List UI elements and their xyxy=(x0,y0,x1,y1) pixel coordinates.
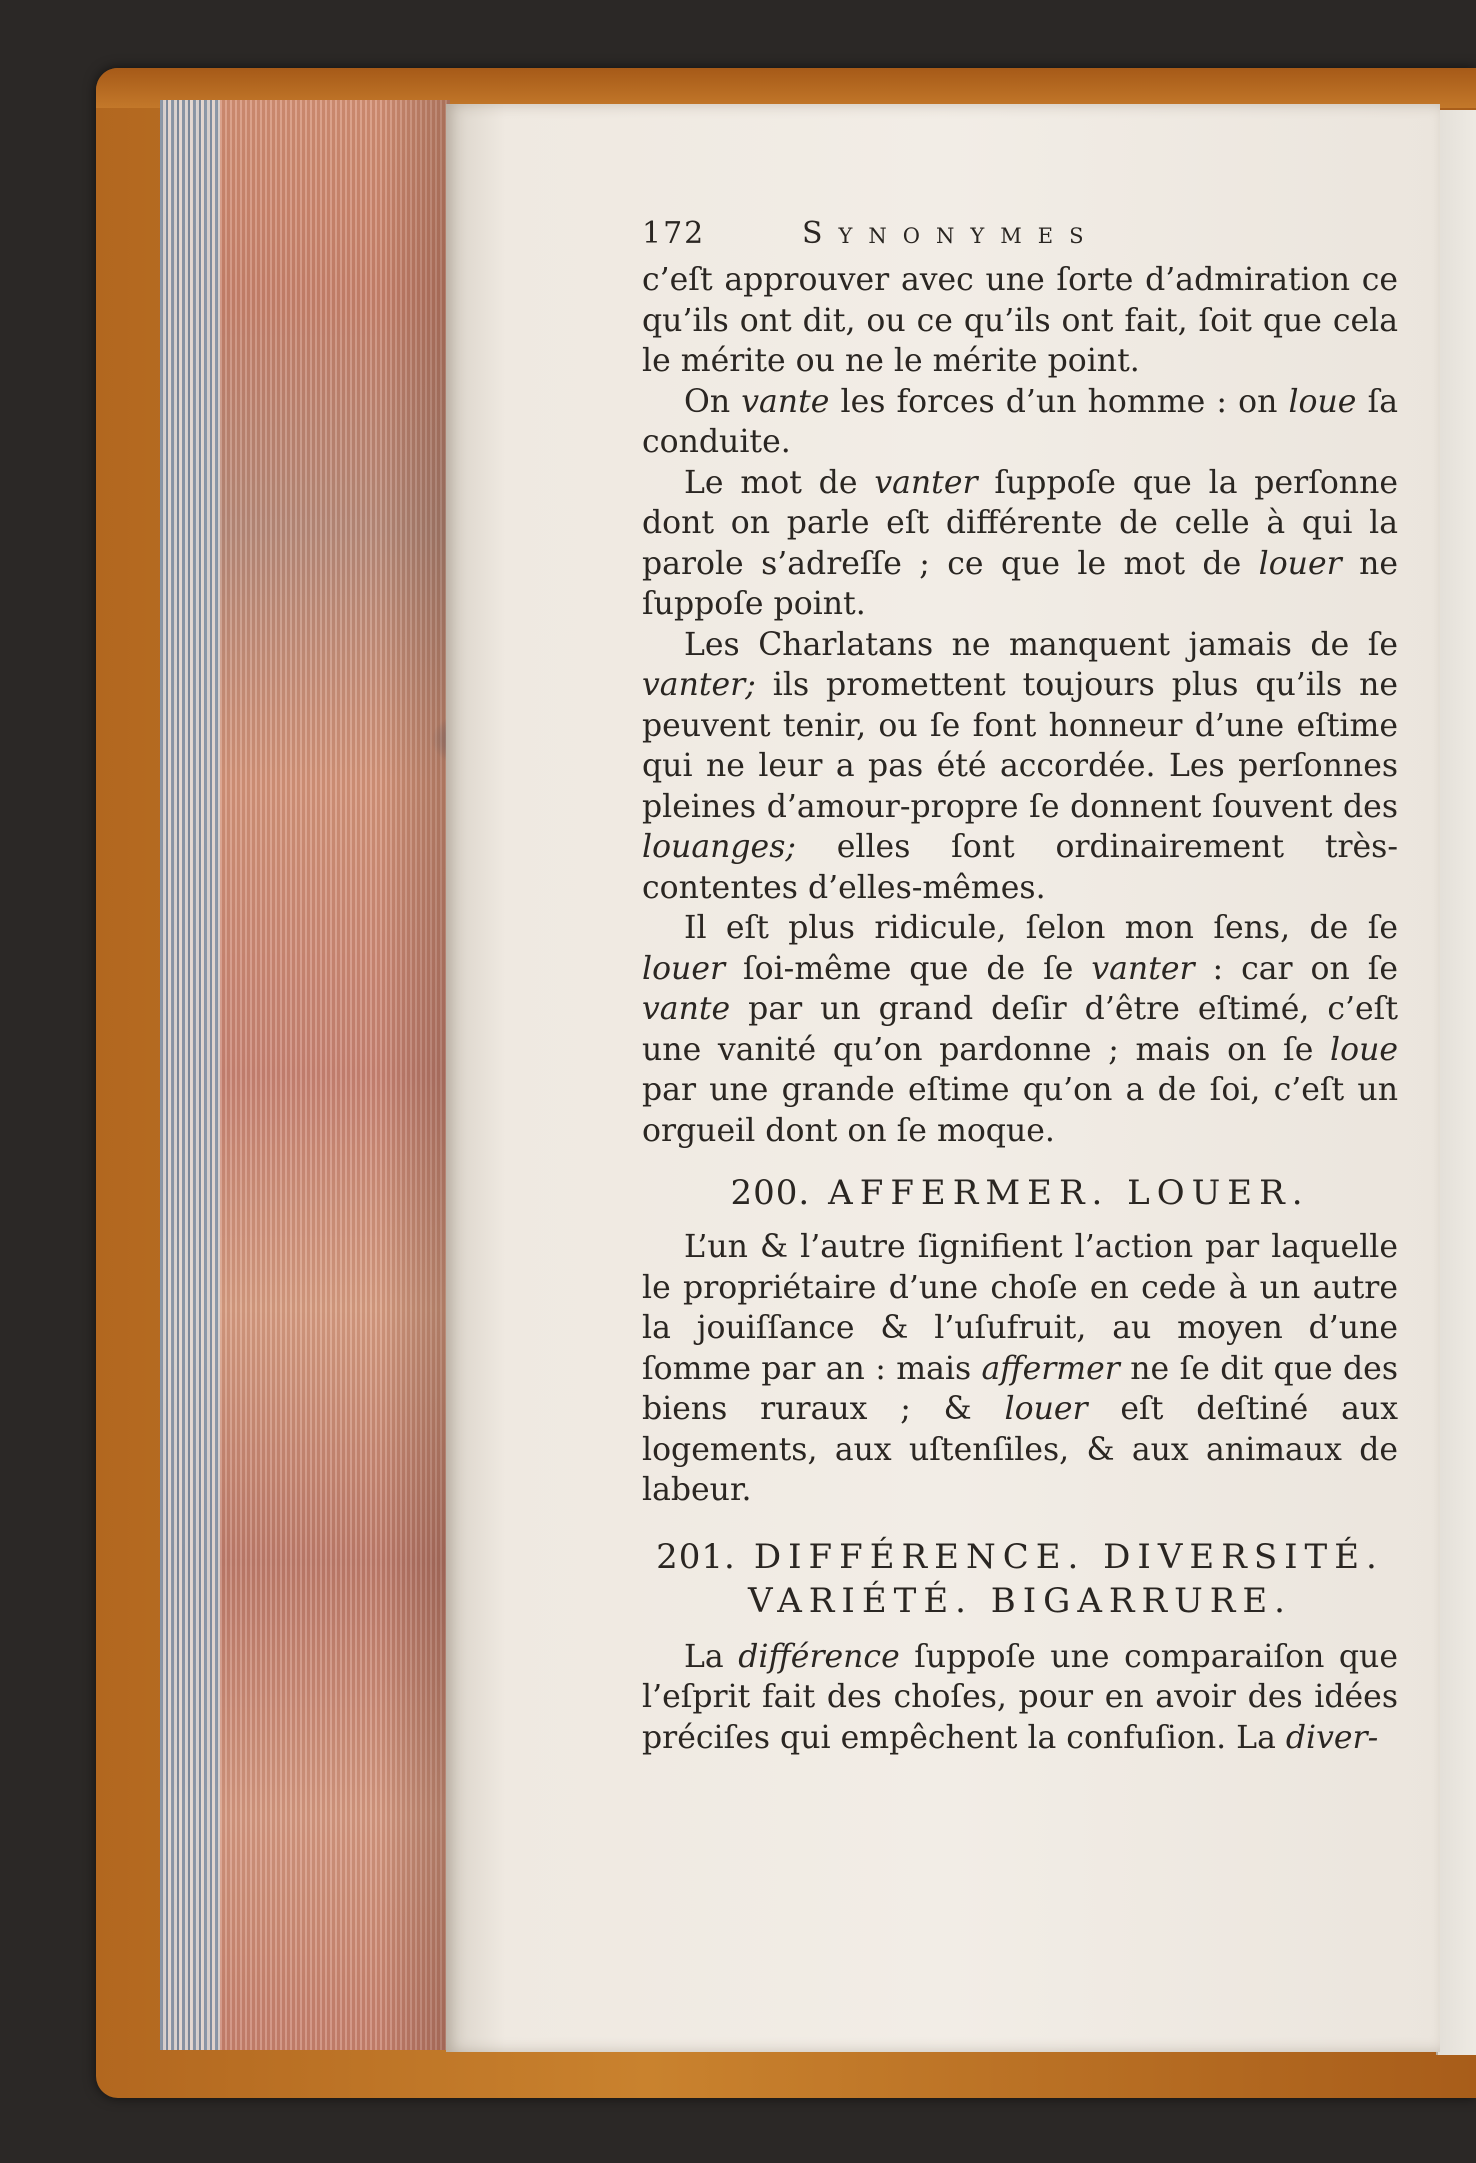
running-head: Synonymes xyxy=(802,216,1100,251)
paragraph-affermer-louer: L’un & l’autre ſignifient l’action par laquelle le propriétaire d’une choſe en cede à un autre la jouiſſance & l’uſufruit, au moyen d’une ſomme par an : mais affermer ne ſe dit que des biens ruraux ; & louer eſt deſtiné aux logements, aux uſtenſiles, & aux animaux de labeur. xyxy=(642,1229,1398,1508)
section-number: 201. xyxy=(656,1536,736,1577)
page-gutter-shadow xyxy=(380,100,450,2050)
page-text xyxy=(642,216,1398,1758)
section-title: AFFERMER. LOUER. xyxy=(828,1173,1310,1213)
marbled-page-edge xyxy=(160,100,450,2050)
paragraph-vante-loue: On vante les forces d’un homme : on loue ſa conduite. xyxy=(642,383,1399,460)
paragraph-mot-vanter: Le mot de vanter ſuppoſe que la perſonne dont on parle eſt différente de celle à qui la parole s’adreſſe ; ce que le mot de louer ne ſuppoſe point. xyxy=(642,464,1398,622)
facing-page-edge xyxy=(1436,110,1476,2055)
page-header xyxy=(642,216,1398,260)
paragraph-continuation: c’eſt approuver avec une ſorte d’admiration ce qu’ils ont dit, ou ce qu’ils ont fait, ſoit que cela le mérite ou ne le mérite point. xyxy=(642,262,1398,379)
paragraph-ridicule: Il eſt plus ridicule, ſelon mon ſens, de ſe louer ſoi-même que de ſe vanter : car on ſe vante par un grand deſir d’être eſtimé, c’eſt une vanité qu’on pardonne ; mais on ſe loue par une grande eſtime qu’on a de ſoi, c’eſt un orgueil dont on ſe moque. xyxy=(642,910,1398,1149)
section-heading-201 xyxy=(642,1535,1398,1623)
section-number: 200. xyxy=(730,1173,811,1213)
section-title-line2: VARIÉTÉ. BIGARRURE. xyxy=(748,1580,1292,1621)
paragraph-difference: La différence ſuppoſe une comparaiſon que l’eſprit fait des choſes, pour en avoir des idées préciſes qui empêchent la confuſion. La diver- xyxy=(642,1638,1398,1756)
page-number: 172 xyxy=(642,216,706,251)
section-heading-200 xyxy=(642,1173,1398,1213)
page-edge-blue-marbling xyxy=(160,100,220,2050)
section-title-line1: DIFFÉRENCE. DIVERSITÉ. xyxy=(753,1536,1384,1577)
paragraph-charlatans: Les Charlatans ne manquent jamais de ſe vanter; ils promettent toujours plus qu’ils ne peuvent tenir, ou ſe font honneur d’une eſtime qui ne leur a pas été accordée. Les perſonnes pleines d’amour-propre ſe donnent ſouvent des louanges; elles ſont ordinairement très-contentes d’elles-mêmes. xyxy=(642,626,1398,906)
book-page xyxy=(446,104,1440,2052)
